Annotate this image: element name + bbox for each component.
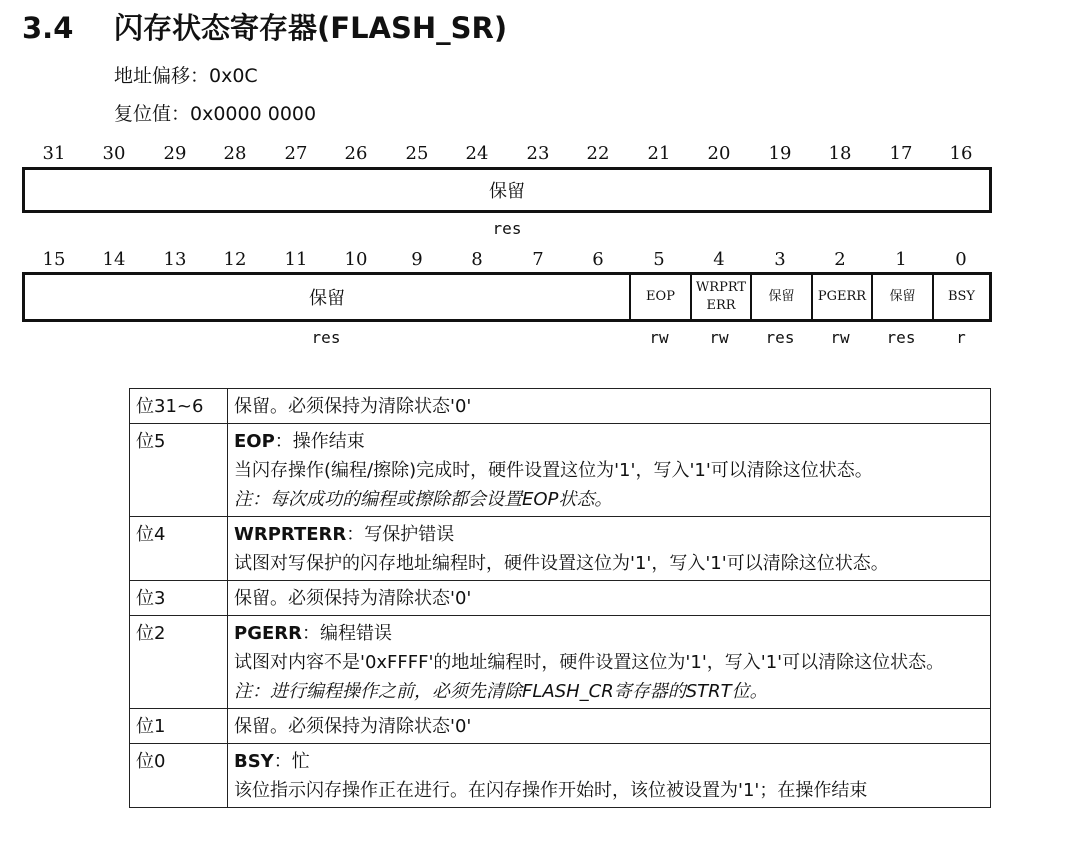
bit-number: 26	[344, 143, 368, 164]
bit-number: 18	[828, 143, 852, 164]
pgerr-field: PGERR	[811, 275, 871, 319]
reserved-field: 保留	[309, 288, 345, 309]
bit-description-table	[129, 388, 991, 808]
description-cell	[228, 709, 991, 744]
bsy-field: BSY	[932, 275, 989, 319]
description-text: 保留。必须保持为清除状态'0'	[234, 588, 472, 609]
bit-number: 30	[102, 143, 126, 164]
description-text: 当闪存操作(编程/擦除)完成时，硬件设置这位为'1'，写入'1'可以清除这位状态。	[234, 460, 873, 481]
field-name: WRPRTERR	[234, 524, 347, 545]
bit-number: 17	[889, 143, 913, 164]
bit-cell: 位5	[130, 424, 228, 517]
access-type: res	[886, 328, 916, 347]
table-row	[130, 581, 991, 616]
bit-number: 22	[586, 143, 610, 164]
table-row	[130, 616, 991, 709]
wrprterr-label-line1: WRPRT	[695, 280, 747, 296]
bit-number: 25	[405, 143, 429, 164]
address-offset: 地址偏移：0x0C	[114, 65, 258, 87]
bit-number: 5	[653, 249, 665, 270]
description-text: 保留。必须保持为清除状态'0'	[234, 396, 472, 417]
bit-cell: 位2	[130, 616, 228, 709]
register-upper-half	[22, 167, 992, 213]
access-type: rw	[830, 328, 850, 347]
bit-number: 20	[707, 143, 731, 164]
bit-number: 31	[42, 143, 66, 164]
table-row	[130, 517, 991, 581]
bit-cell: 位1	[130, 709, 228, 744]
reserved-field: 保留	[871, 275, 932, 319]
description-note: 注：每次成功的编程或擦除都会设置EOP状态。	[234, 489, 613, 510]
access-type: res	[765, 328, 795, 347]
table-row	[130, 709, 991, 744]
bit-number: 16	[949, 143, 973, 164]
bit-number: 8	[471, 249, 483, 270]
field-title	[234, 427, 985, 456]
table-row	[130, 424, 991, 517]
bit-number: 21	[647, 143, 671, 164]
table-row	[130, 744, 991, 808]
access-type: res	[311, 328, 341, 347]
bit-number: 3	[774, 249, 786, 270]
bit-number: 28	[223, 143, 247, 164]
bit-number: 0	[955, 249, 967, 270]
reset-value: 复位值：0x0000 0000	[114, 103, 317, 125]
bit-number: 29	[163, 143, 187, 164]
bit-number: 1	[895, 249, 907, 270]
description-cell	[228, 424, 991, 517]
field-name: EOP	[234, 431, 275, 452]
description-cell	[228, 616, 991, 709]
section-heading	[22, 6, 507, 47]
wrprterr-field	[690, 275, 750, 319]
description-cell	[228, 581, 991, 616]
bit-number: 4	[713, 249, 725, 270]
bit-number: 13	[163, 249, 187, 270]
register-lower-half	[22, 272, 992, 322]
bit-number: 7	[532, 249, 544, 270]
bit-cell: 位0	[130, 744, 228, 808]
bit-number: 15	[42, 249, 66, 270]
bit-number: 27	[284, 143, 308, 164]
description-text: 试图对内容不是'0xFFFF'的地址编程时，硬件设置这位为'1'，写入'1'可以清除这位状态。	[234, 652, 945, 673]
field-title-suffix: ：编程错误	[301, 623, 392, 644]
field-title	[234, 520, 985, 549]
description-note: 注：进行编程操作之前，必须先清除FLASH_CR寄存器的STRT位。	[234, 681, 768, 702]
description-cell	[228, 389, 991, 424]
bit-number: 10	[344, 249, 368, 270]
field-title-suffix: ：写保护错误	[346, 524, 455, 545]
field-name: BSY	[234, 751, 274, 772]
bit-number: 19	[768, 143, 792, 164]
access-type: rw	[709, 328, 729, 347]
description-cell	[228, 517, 991, 581]
wrprterr-label-line2: ERR	[706, 298, 736, 313]
access-type: res	[492, 219, 522, 238]
table-row	[130, 389, 991, 424]
field-title	[234, 747, 985, 776]
bit-number: 14	[102, 249, 126, 270]
field-name: PGERR	[234, 623, 302, 644]
field-title-suffix: ：忙	[273, 751, 310, 772]
bit-number: 12	[223, 249, 247, 270]
bit-cell: 位3	[130, 581, 228, 616]
reserved-field: 保留	[489, 181, 525, 202]
reserved-field: 保留	[750, 275, 811, 319]
description-text: 试图对写保护的闪存地址编程时，硬件设置这位为'1'，写入'1'可以清除这位状态。	[234, 553, 889, 574]
bit-number: 9	[411, 249, 423, 270]
bit-number: 6	[592, 249, 604, 270]
bit-number: 24	[465, 143, 489, 164]
access-type: r	[956, 328, 966, 347]
bit-number: 11	[284, 249, 308, 270]
eop-field: EOP	[629, 275, 690, 319]
field-title	[234, 619, 985, 648]
section-number: 3.4	[22, 11, 74, 45]
description-text: 保留。必须保持为清除状态'0'	[234, 716, 472, 737]
access-type: rw	[649, 328, 669, 347]
bit-number: 23	[526, 143, 550, 164]
bit-cell: 位4	[130, 517, 228, 581]
description-text: 该位指示闪存操作正在进行。在闪存操作开始时，该位被设置为'1'；在操作结束	[234, 780, 868, 801]
section-title: 闪存状态寄存器(FLASH_SR)	[114, 11, 508, 45]
bit-cell: 位31~6	[130, 389, 228, 424]
description-cell	[228, 744, 991, 808]
field-title-suffix: ：操作结束	[274, 431, 365, 452]
bit-number: 2	[834, 249, 846, 270]
